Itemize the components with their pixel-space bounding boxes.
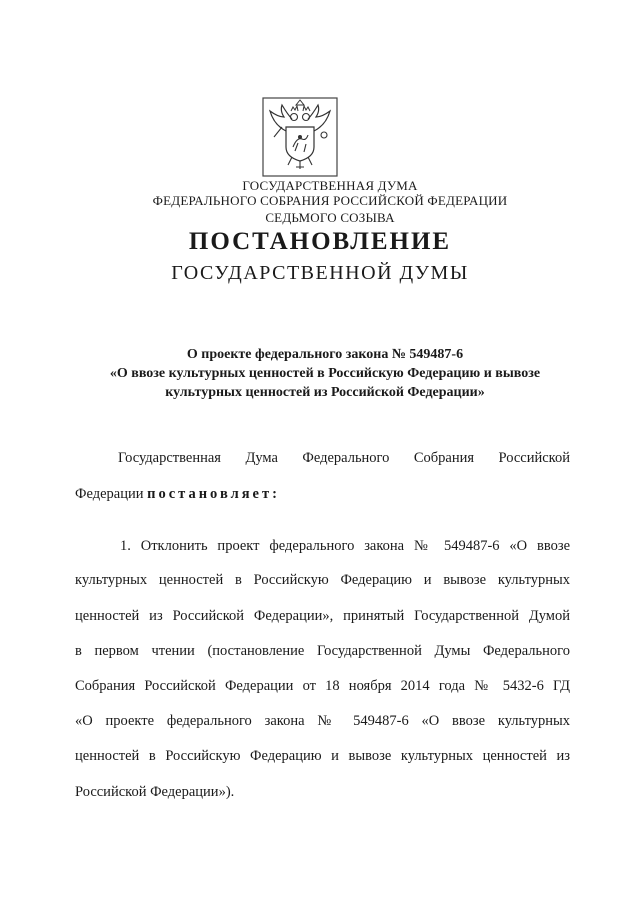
org-name-line-1: ГОСУДАРСТВЕННАЯ ДУМА — [242, 178, 418, 193]
clause-line: ценностей в Российскую Федерацию и вывозе культурных ценностей из — [75, 748, 570, 764]
preamble-line-1 — [118, 450, 570, 467]
org-name-line-2: ФЕДЕРАЛЬНОГО СОБРАНИЯ РОССИЙСКОЙ ФЕДЕРАЦИИ — [152, 193, 508, 208]
clause-line: ценностей из Российской Федерации», принятый Государственной Думой — [75, 608, 570, 624]
preamble-word: Российской — [498, 450, 570, 466]
clause-line: в первом чтении (постановление Государственной Думы Федерального — [75, 643, 570, 659]
preamble-word: Дума — [245, 450, 278, 466]
preamble-word: Собрания — [413, 450, 475, 466]
document-issuer: ГОСУДАРСТВЕННОЙ ДУМЫ — [171, 262, 469, 284]
subject-line: «О ввозе культурных ценностей в Российскую Федерацию и вывозе — [109, 366, 541, 381]
resolution-verb: постановляет: — [147, 486, 280, 502]
clause-line: 1. Отклонить проект федерального закона № 549487-6 «О ввозе — [120, 538, 570, 554]
preamble-word: Федерального — [302, 450, 390, 466]
clause-line: «О проекте федерального закона № 549487-6 «О ввозе культурных — [75, 713, 570, 729]
subject-line: культурных ценностей из Российской Федерации» — [165, 385, 485, 400]
clause-line: Собрания Российской Федерации от 18 ноября 2014 года № 5432-6 ГД — [75, 678, 570, 694]
russian-coat-of-arms-icon — [262, 97, 338, 177]
clause-line: Российской Федерации»). — [75, 784, 235, 800]
preamble-text: Федерации — [75, 486, 148, 502]
document-subject — [60, 345, 590, 402]
preamble-line-2 — [75, 486, 280, 503]
clause-line: культурных ценностей в Российскую Федерацию и вывозе культурных — [75, 572, 570, 588]
preamble-word: Государственная — [118, 450, 221, 466]
subject-line: О проекте федерального закона № 549487-6 — [186, 347, 464, 362]
org-convocation: СЕДЬМОГО СОЗЫВА — [265, 210, 395, 225]
document-type-title: ПОСТАНОВЛЕНИЕ — [188, 228, 452, 255]
